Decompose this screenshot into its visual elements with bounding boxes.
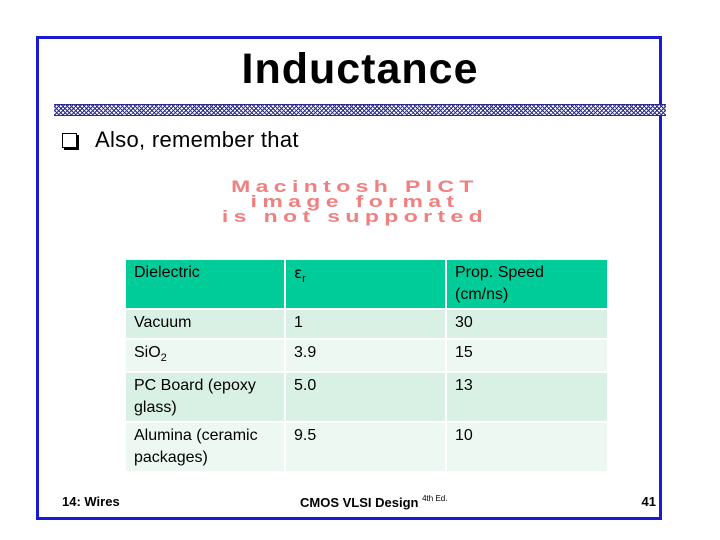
header-prop-speed: Prop. Speed (cm/ns) [446, 259, 608, 309]
cell-speed: 30 [446, 309, 608, 339]
footer-edition: 4th Ed. [422, 494, 448, 503]
checkbox-bullet-icon [62, 133, 77, 148]
cell-dielectric-text: SiO [134, 344, 161, 361]
cell-er: 9.5 [285, 422, 446, 472]
unsupported-image-placeholder [105, 176, 605, 226]
page-number: 41 [641, 494, 656, 509]
bullet-item [62, 125, 299, 155]
header-epsilon-r [285, 259, 446, 309]
dielectric-table [124, 258, 609, 473]
cell-speed: 13 [446, 372, 608, 422]
cell-er: 1 [285, 309, 446, 339]
slide-title: Inductance [241, 45, 479, 93]
cell-dielectric-subscript: 2 [160, 352, 167, 364]
placeholder-line: image format [250, 191, 460, 211]
table-row [125, 372, 608, 422]
cell-dielectric: PC Board (epoxy glass) [125, 372, 285, 422]
table-header-row [125, 259, 608, 309]
title-divider [54, 104, 666, 116]
footer-course-text: CMOS VLSI Design [300, 495, 419, 510]
placeholder-line: Macintosh PICT [231, 176, 479, 196]
bullet-text: Also, remember that [95, 127, 299, 152]
placeholder-line: is not supported [221, 206, 489, 226]
table-row [125, 309, 608, 339]
footer-chapter: 14: Wires [62, 494, 120, 509]
table-row [125, 422, 608, 472]
cell-er: 5.0 [285, 372, 446, 422]
cell-dielectric: Alumina (ceramic packages) [125, 422, 285, 472]
cell-speed: 15 [446, 339, 608, 372]
header-dielectric: Dielectric [125, 259, 285, 309]
table-row [125, 339, 608, 372]
cell-speed: 10 [446, 422, 608, 472]
cell-dielectric: Vacuum [125, 309, 285, 339]
footer-course [300, 494, 447, 510]
cell-dielectric [125, 339, 285, 372]
cell-er: 3.9 [285, 339, 446, 372]
epsilon-symbol: ε [294, 264, 303, 282]
epsilon-subscript: r [302, 273, 306, 285]
